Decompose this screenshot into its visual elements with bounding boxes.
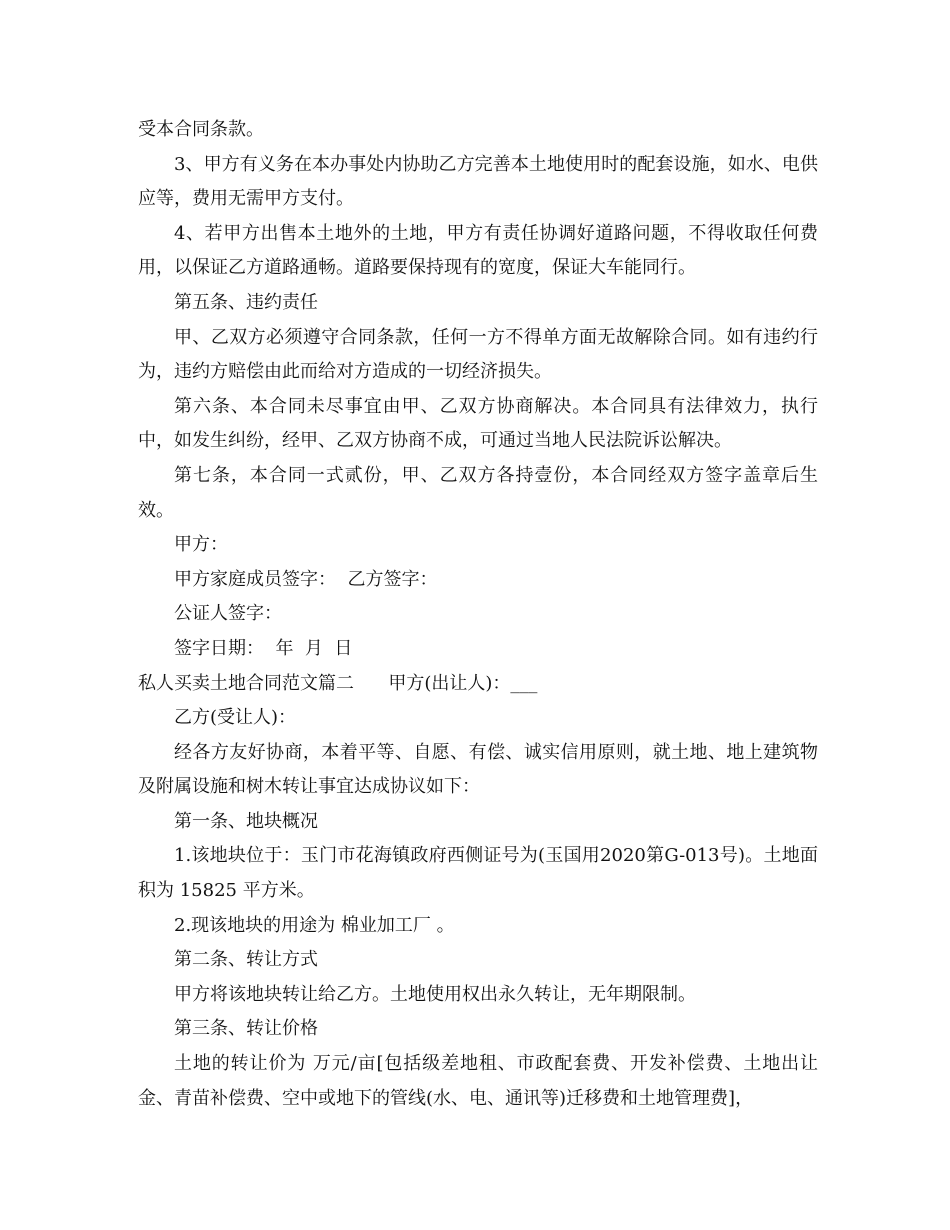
paragraph-land-location: 1.该地块位于：玉门市花海镇政府西侧证号为(玉国用2020第G-013号)。土地面积为 15825 平方米。 xyxy=(138,845,818,902)
heading-article-5: 第五条、违约责任 xyxy=(174,291,318,313)
paragraph-preamble: 经各方友好协商，本着平等、自愿、有偿、诚实信用原则，就土地、地上建筑物及附属设施和树木转让事宜达成协议如下： xyxy=(138,741,818,798)
heading-article-1: 第一条、地块概况 xyxy=(174,810,318,832)
paragraph-clause-4: 4、若甲方出售本土地外的土地，甲方有责任协调好道路问题，不得收取任何费用，以保证乙方道路通畅。道路要保持现有的宽度，保证大车能同行。 xyxy=(138,222,818,279)
paragraph-transfer-method: 甲方将该地块转让给乙方。土地使用权出永久转让，无年期限制。 xyxy=(174,983,696,1005)
party-b-transferee: 乙方(受让人)： xyxy=(174,707,297,729)
signature-party-a: 甲方： xyxy=(174,534,228,556)
paragraph-continuation: 受本合同条款。 xyxy=(138,119,264,140)
section-title-part-two: 私人买卖土地合同范文篇二 甲方(出让人)：___ xyxy=(138,672,538,694)
paragraph-land-use: 2.现该地块的用途为 棉业加工厂 。 xyxy=(174,914,455,936)
paragraph-article-6: 第六条、本合同未尽事宜由甲、乙双方协商解决。本合同具有法律效力，执行中，如发生纠纷，经甲、乙双方协商不成，可通过当地人民法院诉讼解决。 xyxy=(138,395,818,452)
paragraph-transfer-price: 土地的转让价为 万元/亩[包括级差地租、市政配套费、开发补偿费、土地出让金、青苗补偿费、空中或地下的管线(水、电、通讯等)迁移费和土地管理费]， xyxy=(138,1053,818,1109)
signature-family-and-party-b: 甲方家庭成员签字： 乙方签字： xyxy=(174,568,438,590)
signature-date: 签字日期： 年 月 日 xyxy=(174,637,353,659)
paragraph-clause-3: 3、甲方有义务在本办事处内协助乙方完善本土地使用时的配套设施，如水、电供应等，费用无需甲方支付。 xyxy=(138,153,818,210)
paragraph-breach-liability: 甲、乙双方必须遵守合同条款，任何一方不得单方面无故解除合同。如有违约行为，违约方赔偿由此而给对方造成的一切经济损失。 xyxy=(138,326,818,383)
heading-article-3: 第三条、转让价格 xyxy=(174,1018,318,1040)
paragraph-article-7: 第七条，本合同一式贰份，甲、乙双方各持壹份，本合同经双方签字盖章后生效。 xyxy=(138,464,818,521)
heading-article-2: 第二条、转让方式 xyxy=(174,949,318,971)
signature-notary: 公证人签字： xyxy=(174,603,282,625)
document-body xyxy=(138,113,818,1116)
